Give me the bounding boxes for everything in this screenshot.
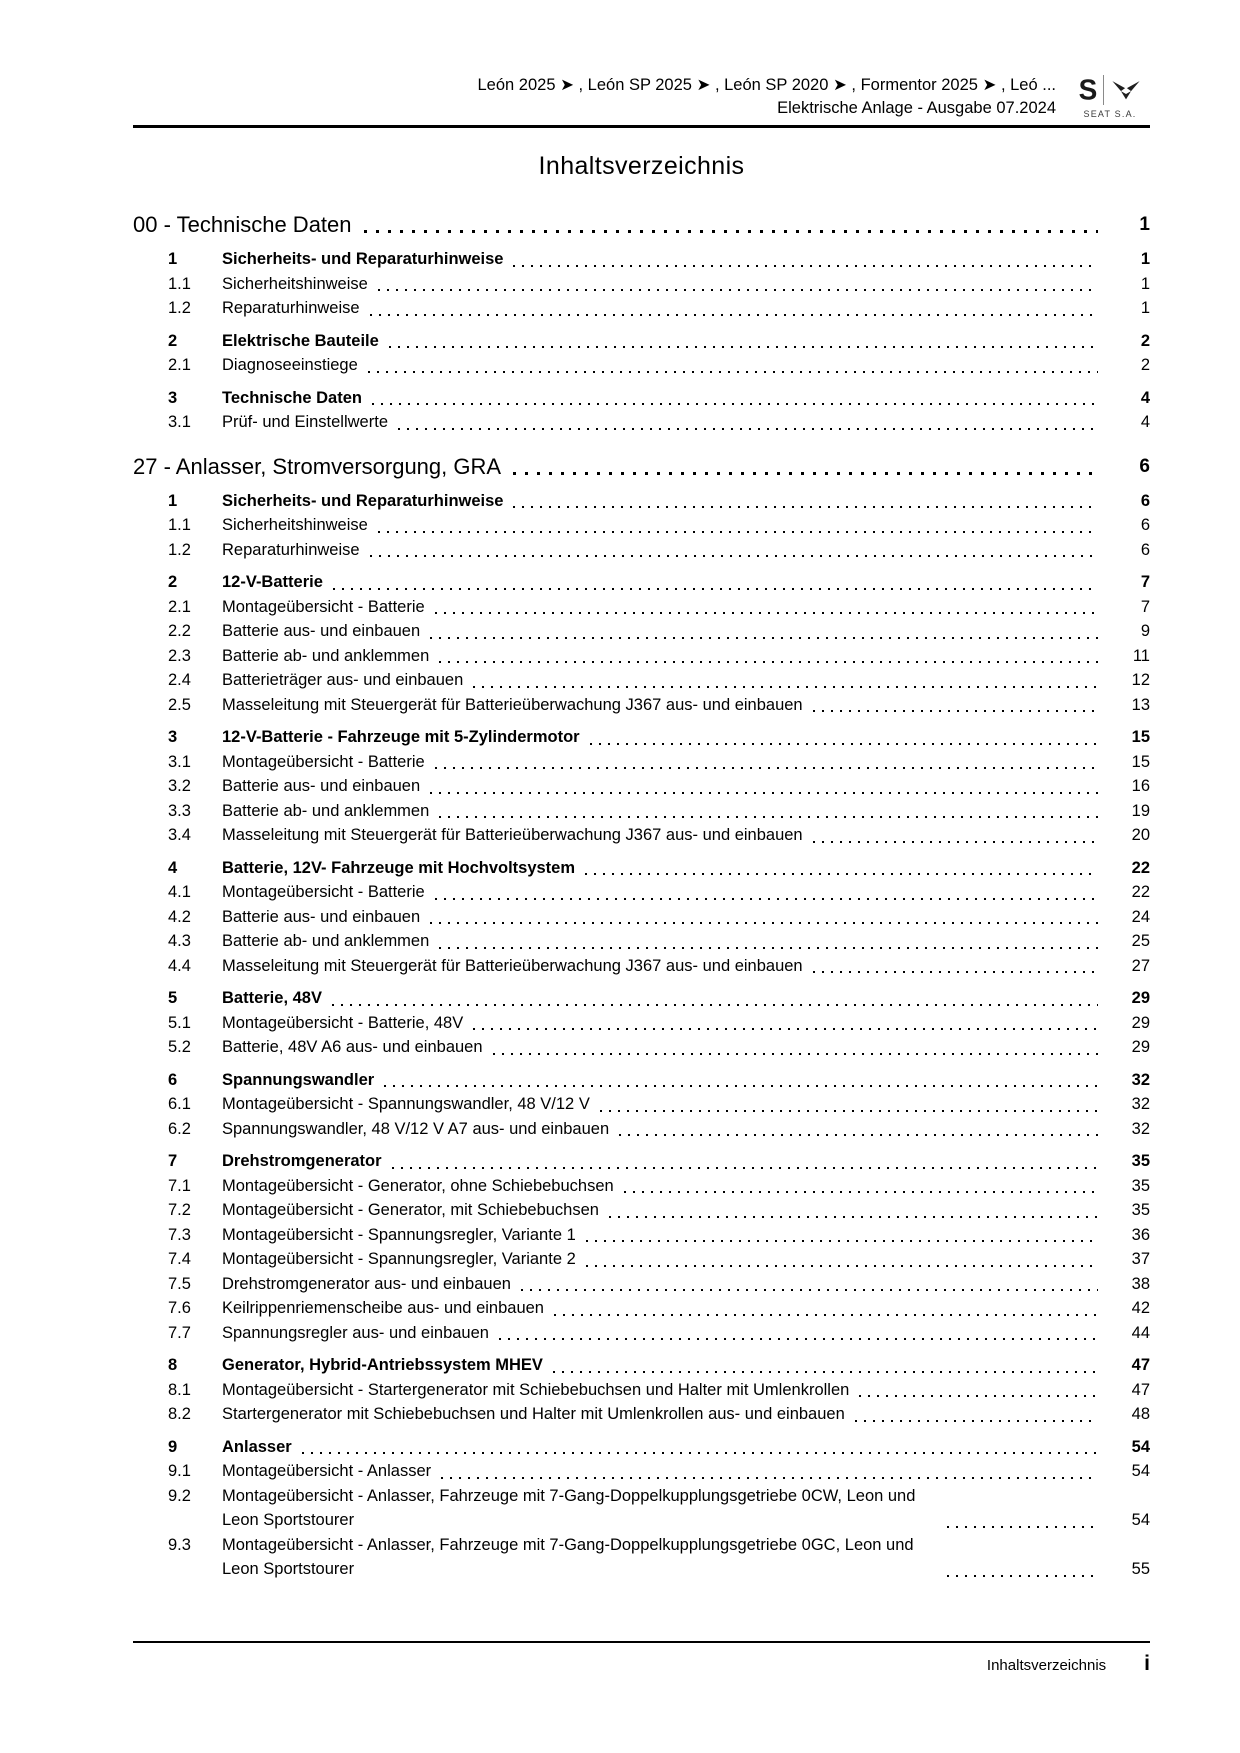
toc-entry-title: Batterie aus- und einbauen	[222, 622, 421, 640]
logo-divider	[1103, 75, 1104, 105]
toc-entry-title: Batterie aus- und einbauen	[222, 907, 421, 926]
header-text	[133, 74, 1070, 120]
toc-entry-page: 32	[1131, 1095, 1150, 1113]
toc-entry-title: Masseleitung mit Steuergerät für Batterieüberwachung J367 aus- und einbauen	[222, 956, 803, 975]
dot-leader	[590, 743, 1098, 745]
toc-entry-number: 9.1	[168, 1462, 191, 1480]
toc-entry-title: Sicherheits- und Reparaturhinweise	[222, 250, 504, 268]
toc-entry[interactable]	[133, 386, 1150, 411]
header-edition-line: Elektrische Anlage - Ausgabe 07.2024	[777, 99, 1056, 117]
toc-entry-page: 24	[1131, 907, 1150, 926]
toc-entry-number: 6	[168, 1070, 178, 1089]
toc-entry-number: 2	[168, 573, 178, 591]
dot-leader	[947, 1575, 1098, 1577]
toc-entry-number: 2.4	[168, 671, 191, 689]
toc-entry-page: 29	[1131, 989, 1150, 1007]
toc-entry[interactable]	[133, 1378, 1150, 1403]
toc-entry-page: 36	[1131, 1225, 1150, 1244]
dot-leader	[855, 1420, 1098, 1422]
toc-entry-number: 6.2	[168, 1119, 191, 1138]
toc-entry-title: Drehstromgenerator	[222, 1152, 382, 1170]
toc-entry-page: 9	[1140, 622, 1150, 640]
toc-entry-number: 7.1	[168, 1176, 191, 1195]
toc-entry[interactable]	[133, 296, 1150, 321]
toc-entry-page: 16	[1131, 777, 1150, 795]
dot-leader	[302, 1452, 1098, 1454]
toc-entry[interactable]	[133, 619, 1150, 644]
toc-entry-title: Prüf- und Einstellwerte	[222, 413, 388, 431]
toc-entry[interactable]	[133, 880, 1150, 905]
toc-entry-title: Montageübersicht - Batterie	[222, 752, 425, 771]
toc-entry-number: 2.1	[168, 597, 191, 616]
toc-entry-title: Masseleitung mit Steuergerät für Batterieüberwachung J367 aus- und einbauen	[222, 826, 803, 844]
toc-entry-number: 1.2	[168, 299, 191, 317]
toc-entry-page: 35	[1131, 1152, 1150, 1170]
toc-entry-title: 12-V-Batterie	[222, 573, 323, 591]
toc-entry-number: 4.4	[168, 956, 191, 975]
toc-entry[interactable]	[133, 1011, 1150, 1036]
toc-entry-number: 3	[168, 728, 178, 746]
toc-entry-title: Sicherheitshinweise	[222, 274, 368, 293]
toc-entry-title: Diagnoseeinstiege	[222, 356, 358, 374]
page-title: Inhaltsverzeichnis	[538, 152, 745, 180]
toc-entry-title: Batterie, 48V	[222, 989, 322, 1007]
toc-entry-title: Reparaturhinweise	[222, 299, 360, 317]
toc-entry-number: 6.1	[168, 1095, 191, 1113]
toc-entry-number: 2.5	[168, 695, 191, 714]
dot-leader	[368, 371, 1098, 373]
dot-leader	[609, 1216, 1098, 1218]
toc-entry-page: 1	[1140, 250, 1150, 268]
toc-entry-number: 8	[168, 1356, 178, 1374]
toc-entry-page: 29	[1131, 1038, 1150, 1056]
toc-entry[interactable]	[133, 1068, 1150, 1093]
dot-leader	[553, 1371, 1098, 1373]
dot-leader	[435, 767, 1098, 769]
toc-entry[interactable]	[133, 247, 1150, 272]
toc-entry-title: Batterie ab- und anklemmen	[222, 646, 430, 665]
toc-entry[interactable]	[133, 986, 1150, 1011]
toc-entry-page: 29	[1131, 1013, 1150, 1032]
toc-entry-number: 8.1	[168, 1380, 191, 1399]
toc-entry-title: Drehstromgenerator aus- und einbauen	[222, 1274, 511, 1293]
toc-entry-page: 25	[1131, 932, 1150, 950]
toc-entry-page: 22	[1131, 883, 1150, 901]
logo-row	[1070, 74, 1150, 106]
toc-entry[interactable]	[133, 1092, 1150, 1117]
cupra-logo-icon	[1111, 79, 1141, 101]
toc-entry-number: 7	[168, 1152, 178, 1170]
toc-entry-number: 7.7	[168, 1323, 191, 1342]
dot-leader	[513, 265, 1098, 267]
toc-entry-page: 13	[1131, 695, 1150, 714]
dot-leader	[585, 873, 1098, 875]
toc-entry[interactable]	[133, 1198, 1150, 1223]
toc-entry-title: Montageübersicht - Anlasser, Fahrzeuge mit 7-Gang-Doppelkupplungsgetriebe 0GC, Leon und Leon Sportstourer	[222, 1535, 914, 1578]
toc-entry-page: 2	[1140, 331, 1150, 350]
toc-entry-page: 6	[1140, 491, 1150, 510]
toc-entry[interactable]	[133, 774, 1150, 799]
toc-entry[interactable]	[133, 353, 1150, 378]
toc-entry-title: Sicherheits- und Reparaturhinweise	[222, 491, 504, 510]
toc-entry-title: Startergenerator mit Schiebebuchsen und Halter mit Umlenkrollen aus- und einbauen	[222, 1405, 845, 1423]
toc-entry-page: 37	[1131, 1250, 1150, 1268]
dot-leader	[813, 841, 1098, 843]
toc-entry-title: Generator, Hybrid-Antriebssystem MHEV	[222, 1356, 543, 1374]
dot-leader	[370, 314, 1098, 316]
toc-entry[interactable]	[133, 1247, 1150, 1272]
toc-entry-title: Montageübersicht - Batterie, 48V	[222, 1013, 464, 1032]
toc-entry-page: 15	[1131, 728, 1150, 746]
toc-entry-number: 2	[168, 331, 178, 350]
dot-leader	[430, 637, 1098, 639]
toc-entry[interactable]	[133, 489, 1150, 514]
toc-entry-title: Montageübersicht - Generator, ohne Schiebebuchsen	[222, 1176, 614, 1195]
toc-entry-title: Batterie, 48V A6 aus- und einbauen	[222, 1038, 483, 1056]
toc-entry-title: Batterie ab- und anklemmen	[222, 932, 430, 950]
dot-leader	[513, 472, 1098, 475]
dot-leader	[619, 1134, 1098, 1136]
toc-entry-page: 47	[1131, 1356, 1150, 1374]
dot-leader	[430, 922, 1098, 924]
toc-entry-title: Montageübersicht - Startergenerator mit Schiebebuchsen und Halter mit Umlenkrollen	[222, 1380, 850, 1399]
toc-entry-number: 4.2	[168, 907, 191, 926]
toc-entry-page: 6	[1140, 540, 1150, 559]
toc-entry[interactable]	[133, 1459, 1150, 1484]
toc-entry[interactable]	[133, 1174, 1150, 1199]
toc-entry-page: 1	[1140, 299, 1150, 317]
toc-list	[133, 211, 1150, 1582]
toc-entry[interactable]	[133, 1402, 1150, 1427]
toc-entry-title: Elektrische Bauteile	[222, 331, 379, 350]
dot-leader	[435, 898, 1098, 900]
toc-entry[interactable]	[133, 644, 1150, 669]
toc-entry-page: 47	[1131, 1380, 1150, 1399]
toc-entry-page: 55	[1131, 1560, 1150, 1578]
toc-entry-number: 1.2	[168, 540, 191, 559]
dot-leader	[473, 1028, 1098, 1030]
dot-leader	[378, 531, 1098, 533]
toc-entry[interactable]	[133, 693, 1150, 718]
toc-entry-number: 3.2	[168, 777, 191, 795]
toc-entry-page: 15	[1131, 752, 1150, 771]
toc-entry-page: 2	[1140, 356, 1150, 374]
toc-entry-number: 4.3	[168, 932, 191, 950]
toc-entry-title: Spannungsregler aus- und einbauen	[222, 1323, 489, 1342]
dot-leader	[521, 1289, 1098, 1291]
dot-leader	[813, 710, 1098, 712]
toc-entry-title: Technische Daten	[222, 388, 362, 407]
toc-entry-number: 3.4	[168, 826, 191, 844]
toc-entry[interactable]	[133, 1223, 1150, 1248]
toc-entry-number: 9.3	[168, 1535, 191, 1554]
toc-entry-title: Montageübersicht - Anlasser, Fahrzeuge mit 7-Gang-Doppelkupplungsgetriebe 0CW, Leon und Leon Sportstourer	[222, 1486, 916, 1529]
dot-leader	[813, 971, 1098, 973]
header-models-line: León 2025 ➤ , León SP 2025 ➤ , León SP 2020 ➤ , Formentor 2025 ➤ , Leó ...	[477, 76, 1056, 94]
toc-entry-title: 27 - Anlasser, Stromversorgung, GRA	[133, 453, 502, 479]
dot-leader	[372, 403, 1098, 405]
toc-entry-number: 3.3	[168, 801, 191, 820]
dot-leader	[473, 686, 1098, 688]
dot-leader	[493, 1053, 1098, 1055]
toc-entry-page: 7	[1140, 597, 1150, 616]
toc-entry-number: 7.5	[168, 1274, 191, 1293]
dot-leader	[378, 289, 1098, 291]
toc-entry[interactable]	[133, 513, 1150, 538]
toc-entry-title: Montageübersicht - Anlasser	[222, 1462, 432, 1480]
toc-entry[interactable]	[133, 570, 1150, 595]
toc-entry-page: 27	[1131, 956, 1150, 975]
toc-entry-title: Anlasser	[222, 1437, 292, 1456]
toc-entry-page: 35	[1131, 1201, 1150, 1219]
dot-leader	[586, 1240, 1098, 1242]
toc-entry-number: 9	[168, 1437, 178, 1456]
toc-entry[interactable]	[133, 272, 1150, 297]
toc-entry[interactable]	[133, 725, 1150, 750]
toc-entry-page: 19	[1131, 801, 1150, 820]
toc-entry-title: Montageübersicht - Generator, mit Schiebebuchsen	[222, 1201, 599, 1219]
toc-entry-page: 42	[1131, 1299, 1150, 1317]
toc-entry-number: 2.3	[168, 646, 191, 665]
toc-entry-title: Spannungswandler, 48 V/12 V A7 aus- und einbauen	[222, 1119, 610, 1138]
toc-entry-title: Montageübersicht - Batterie	[222, 597, 425, 616]
toc-entry[interactable]	[133, 929, 1150, 954]
toc-entry-title: Keilrippenriemenscheibe aus- und einbauen	[222, 1299, 544, 1317]
dot-leader	[389, 346, 1098, 348]
dot-leader	[370, 555, 1098, 557]
dot-leader	[384, 1085, 1098, 1087]
toc-entry[interactable]	[133, 1296, 1150, 1321]
toc-entry-page: 4	[1140, 388, 1150, 407]
toc-entry-number: 3.1	[168, 413, 191, 431]
toc-entry-number: 5	[168, 989, 178, 1007]
dot-leader	[435, 612, 1098, 614]
dot-leader	[441, 1477, 1098, 1479]
toc-entry[interactable]	[133, 823, 1150, 848]
toc-entry-number: 9.2	[168, 1486, 191, 1505]
dot-leader	[859, 1395, 1098, 1397]
toc-entry-page: 12	[1131, 671, 1150, 689]
toc-entry-page: 4	[1140, 413, 1150, 431]
toc-entry-title: 00 - Technische Daten	[133, 212, 352, 237]
toc-entry-number: 7.4	[168, 1250, 191, 1268]
toc-entry-page: 20	[1131, 826, 1150, 844]
toc-entry[interactable]	[133, 668, 1150, 693]
footer-page-number: i	[1144, 1652, 1150, 1675]
toc-entry-page: 7	[1140, 573, 1150, 591]
dot-leader	[430, 792, 1098, 794]
toc-entry-title: Batterieträger aus- und einbauen	[222, 671, 464, 689]
toc-entry-number: 5.2	[168, 1038, 191, 1056]
dot-leader	[398, 428, 1098, 430]
toc-entry[interactable]	[133, 905, 1150, 930]
toc-entry[interactable]	[133, 1435, 1150, 1460]
dot-leader	[439, 947, 1098, 949]
toc-entry[interactable]	[133, 453, 1150, 481]
toc-entry-title: Montageübersicht - Batterie	[222, 883, 425, 901]
toc-entry-number: 1	[168, 250, 178, 268]
toc-entry[interactable]	[133, 1035, 1150, 1060]
toc-entry-number: 1.1	[168, 516, 191, 534]
toc-entry-number: 1	[168, 491, 178, 510]
dot-leader	[600, 1110, 1098, 1112]
toc-entry-number: 7.2	[168, 1201, 191, 1219]
dot-leader	[439, 661, 1098, 663]
toc-entry[interactable]	[133, 595, 1150, 620]
toc-entry[interactable]	[133, 750, 1150, 775]
toc-entry-page: 32	[1131, 1119, 1150, 1138]
toc-entry[interactable]	[133, 1117, 1150, 1142]
toc-entry-page: 54	[1131, 1511, 1150, 1529]
toc-entry-page: 35	[1131, 1176, 1150, 1195]
toc-entry-number: 4	[168, 858, 178, 877]
toc-entry[interactable]	[133, 1484, 1150, 1533]
toc-entry-number: 2.1	[168, 356, 191, 374]
toc-entry[interactable]	[133, 1272, 1150, 1297]
toc-entry-title: 12-V-Batterie - Fahrzeuge mit 5-Zylindermotor	[222, 728, 580, 746]
toc-entry-page: 54	[1131, 1462, 1150, 1480]
toc-entry[interactable]	[133, 1149, 1150, 1174]
toc-entry-title: Spannungswandler	[222, 1070, 375, 1089]
dot-leader	[554, 1314, 1098, 1316]
seat-logo-icon: S	[1078, 73, 1097, 106]
toc-entry-page: 11	[1132, 646, 1150, 665]
toc-entry[interactable]	[133, 329, 1150, 354]
toc-entry-number: 3	[168, 388, 178, 407]
toc-entry[interactable]	[133, 954, 1150, 979]
toc-entry-title: Reparaturhinweise	[222, 540, 360, 559]
seat-company-label: SEAT S.A.	[1083, 109, 1137, 119]
toc-entry-number: 1.1	[168, 274, 191, 293]
toc-entry-number: 7.3	[168, 1225, 191, 1244]
toc-entry-title: Batterie aus- und einbauen	[222, 777, 421, 795]
toc-entry-number: 5.1	[168, 1013, 191, 1032]
toc-entry-page: 38	[1131, 1274, 1150, 1293]
document-header	[133, 0, 1150, 120]
toc-entry-page: 6	[1140, 516, 1150, 534]
toc-entry-page: 1	[1139, 214, 1150, 235]
dot-leader	[392, 1167, 1098, 1169]
toc-entry-number: 8.2	[168, 1405, 191, 1423]
toc-entry[interactable]	[133, 1533, 1150, 1582]
dot-leader	[513, 506, 1098, 508]
toc-entry-number: 7.6	[168, 1299, 191, 1317]
toc-entry-title: Batterie ab- und anklemmen	[222, 801, 430, 820]
toc-entry[interactable]	[133, 410, 1150, 435]
toc-entry[interactable]	[133, 1353, 1150, 1378]
toc-entry-number: 3.1	[168, 752, 191, 771]
dot-leader	[332, 1004, 1098, 1006]
toc-entry-title: Sicherheitshinweise	[222, 516, 368, 534]
toc-entry[interactable]	[133, 1321, 1150, 1346]
dot-leader	[499, 1338, 1098, 1340]
content-area	[133, 0, 1150, 1582]
toc-entry-page: 22	[1131, 858, 1150, 877]
toc-entry-title: Montageübersicht - Spannungsregler, Variante 1	[222, 1225, 576, 1244]
toc-entry-page: 6	[1139, 455, 1150, 477]
dot-leader	[364, 230, 1098, 233]
toc-entry[interactable]	[133, 799, 1150, 824]
toc-entry-page: 32	[1131, 1070, 1150, 1089]
dot-leader	[333, 588, 1098, 590]
toc-entry-title: Montageübersicht - Spannungswandler, 48 V/12 V	[222, 1095, 590, 1113]
toc-entry-page: 1	[1140, 274, 1150, 293]
brand-logo-block	[1070, 74, 1150, 119]
toc-entry-page: 48	[1131, 1405, 1150, 1423]
toc-entry-page: 44	[1131, 1323, 1150, 1342]
toc-entry-title: Batterie, 12V- Fahrzeuge mit Hochvoltsystem	[222, 858, 576, 877]
footer-section-label: Inhaltsverzeichnis	[986, 1657, 1107, 1674]
header-rule	[133, 125, 1150, 128]
dot-leader	[624, 1191, 1098, 1193]
toc-entry[interactable]	[133, 856, 1150, 881]
toc-entry-title: Masseleitung mit Steuergerät für Batterieüberwachung J367 aus- und einbauen	[222, 695, 803, 714]
toc-entry-number: 2.2	[168, 622, 191, 640]
toc-entry-page: 54	[1131, 1437, 1150, 1456]
toc-entry[interactable]	[133, 538, 1150, 563]
toc-entry-title: Montageübersicht - Spannungsregler, Variante 2	[222, 1250, 576, 1268]
dot-leader	[586, 1265, 1098, 1267]
dot-leader	[439, 816, 1098, 818]
dot-leader	[947, 1526, 1098, 1528]
toc-entry-number: 4.1	[168, 883, 191, 901]
toc-entry[interactable]	[133, 211, 1150, 239]
page-footer	[133, 1641, 1150, 1676]
